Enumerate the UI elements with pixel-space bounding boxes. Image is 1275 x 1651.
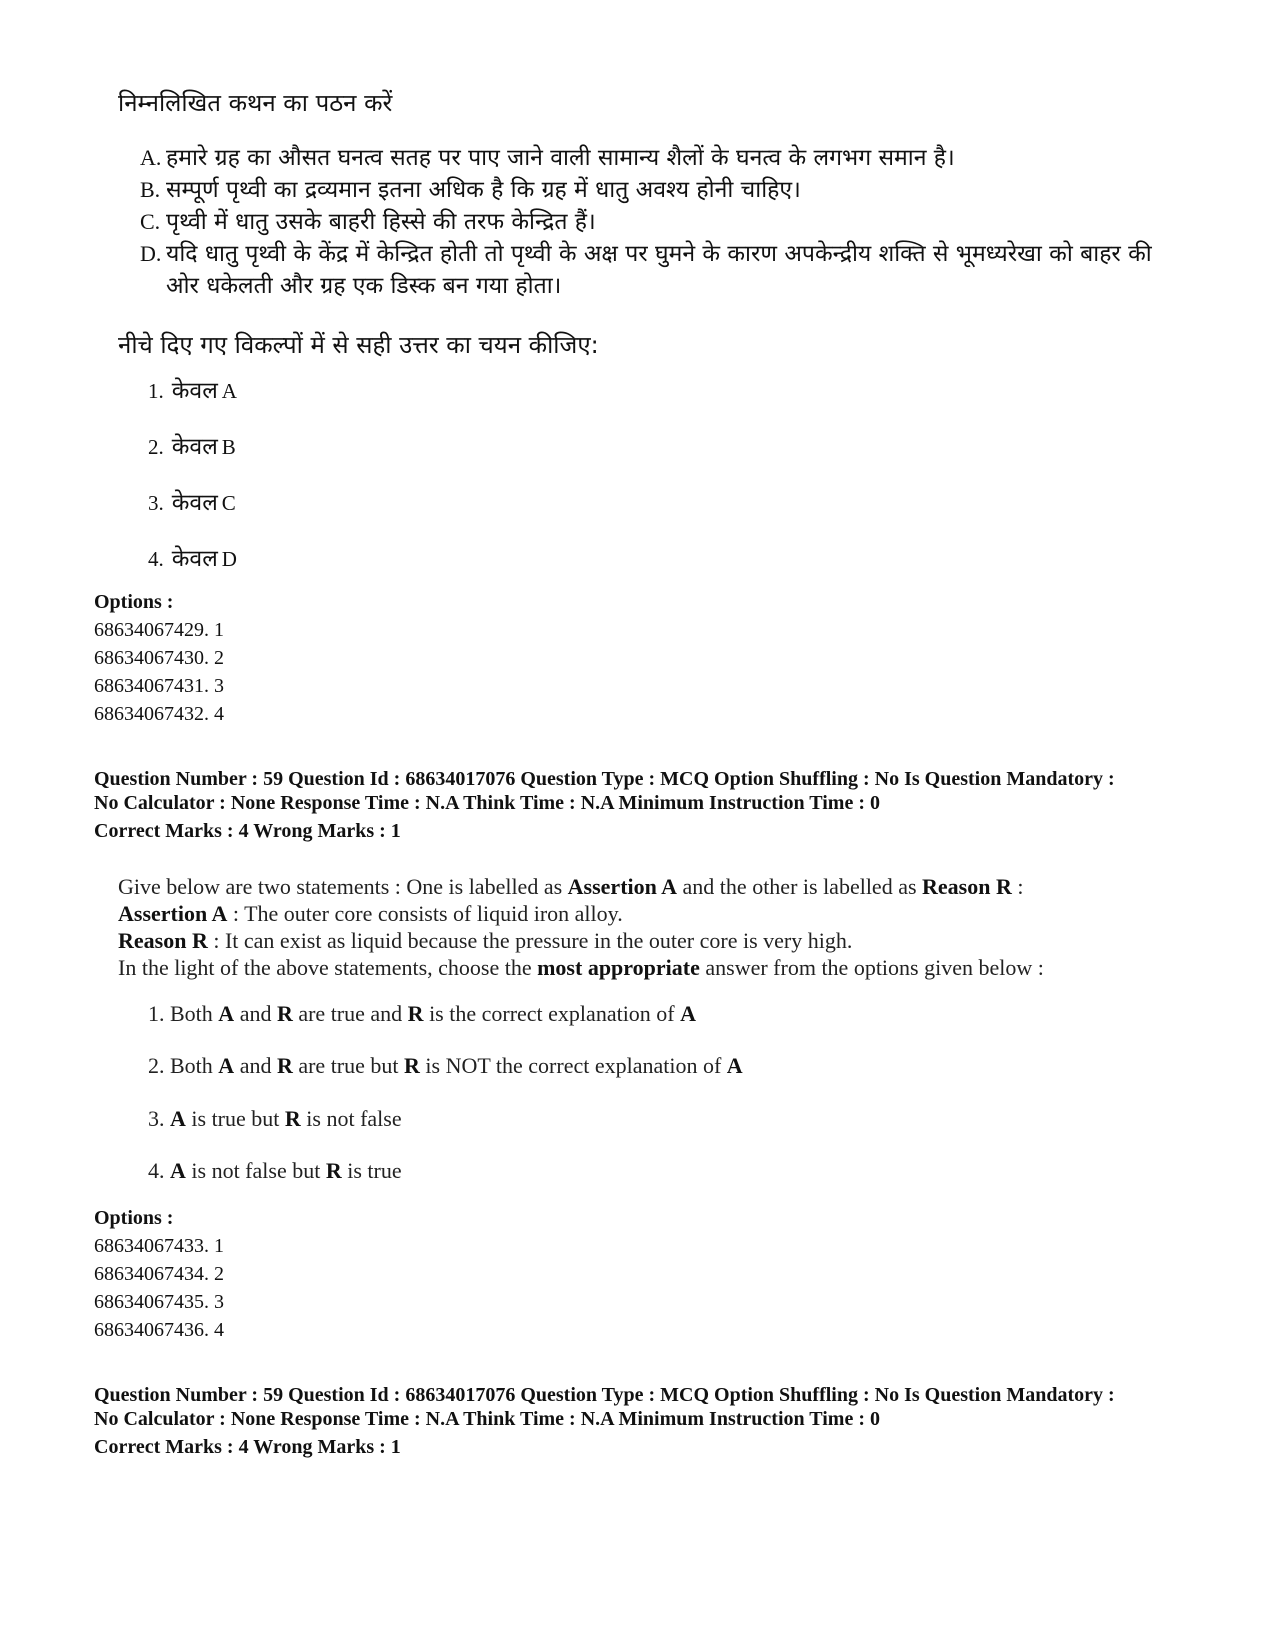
text: and bbox=[234, 1001, 277, 1026]
answer-choice-4 bbox=[148, 1158, 402, 1184]
instruction-line bbox=[118, 954, 1218, 981]
text: 2. Both bbox=[148, 1053, 219, 1078]
statement-letter: B. bbox=[140, 177, 161, 202]
text: A bbox=[726, 1053, 743, 1078]
reason-text: : It can exist as liquid because the pressure in the outer core is very high. bbox=[207, 928, 853, 953]
choice-number: 4. bbox=[148, 547, 164, 571]
assertion-line bbox=[118, 900, 1218, 927]
choice-word: केवल bbox=[171, 490, 218, 516]
option-id: 68634067435. 3 bbox=[94, 1291, 224, 1313]
meta-line: No Calculator : None Response Time : N.A Think Time : N.A Minimum Instruction Time : 0 bbox=[94, 1408, 880, 1430]
reason-ref: Reason R bbox=[922, 874, 1012, 899]
statement-text: हमारे ग्रह का औसत घनत्व सतह पर पाए जाने वाली सामान्य शैलों के घनत्व के लगभग समान है। bbox=[166, 145, 955, 171]
statement-text: यदि धातु पृथ्वी के केंद्र में केन्द्रित होती तो पृथ्वी के अक्ष पर घुमने के कारण अपकेन्द्रीय शक्ति से भूमध्यरेखा को बाहर की ओर धकेलती और ग्रह एक डिस्क बन गया होता। bbox=[166, 241, 1152, 299]
choice-number: 1. bbox=[148, 379, 164, 403]
option-id: 68634067436. 4 bbox=[94, 1319, 224, 1341]
option-id: 68634067432. 4 bbox=[94, 703, 224, 725]
option-id: 68634067433. 1 bbox=[94, 1235, 224, 1257]
statement-letter: D. bbox=[140, 241, 162, 266]
statement-letter: C. bbox=[140, 209, 161, 234]
choice-letter: B bbox=[221, 435, 236, 459]
statement-letter: A. bbox=[140, 145, 162, 170]
question-prompt: नीचे दिए गए विकल्पों में से सही उत्तर का चयन कीजिए: bbox=[118, 331, 599, 359]
answer-choice-4 bbox=[148, 541, 237, 573]
meta-line: Question Number : 59 Question Id : 68634017076 Question Type : MCQ Option Shuffling : No Is Question Mandatory : bbox=[94, 1384, 1115, 1406]
text: In the light of the above statements, choose the bbox=[118, 955, 538, 980]
statement-d bbox=[140, 238, 1180, 302]
option-id: 68634067429. 1 bbox=[94, 619, 224, 641]
choice-word: केवल bbox=[171, 378, 218, 404]
choice-letter: C bbox=[221, 491, 236, 515]
text: and the other is labelled as bbox=[677, 874, 923, 899]
text: A bbox=[218, 1053, 235, 1078]
text: R bbox=[407, 1001, 424, 1026]
text: 3. bbox=[148, 1106, 170, 1131]
text: and bbox=[234, 1053, 277, 1078]
question-meta bbox=[94, 1383, 1194, 1459]
text: is the correct explanation of bbox=[423, 1001, 681, 1026]
statement-text: सम्पूर्ण पृथ्वी का द्रव्यमान इतना अधिक है कि ग्रह में धातु अवश्य होनी चाहिए। bbox=[166, 177, 801, 203]
answer-choice-2 bbox=[148, 1053, 743, 1079]
meta-line: No Calculator : None Response Time : N.A Think Time : N.A Minimum Instruction Time : 0 bbox=[94, 792, 880, 814]
marks-line: Correct Marks : 4 Wrong Marks : 1 bbox=[94, 820, 401, 842]
text: R bbox=[276, 1053, 293, 1078]
text: 1. Both bbox=[148, 1001, 219, 1026]
text: A bbox=[170, 1106, 186, 1131]
text: A bbox=[680, 1001, 697, 1026]
choice-number: 2. bbox=[148, 435, 164, 459]
statement-list bbox=[140, 142, 1180, 302]
statement-c bbox=[140, 206, 1180, 238]
question-intro: निम्नलिखित कथन का पठन करें bbox=[118, 89, 393, 117]
answer-choice-1 bbox=[148, 1001, 696, 1027]
text: R bbox=[404, 1053, 420, 1078]
assertion-text: : The outer core consists of liquid iron alloy. bbox=[227, 901, 623, 926]
choice-letter: A bbox=[221, 379, 237, 403]
text: 4. bbox=[148, 1158, 170, 1183]
text: is true bbox=[341, 1158, 402, 1183]
reason-label: Reason R bbox=[118, 928, 208, 953]
choice-letter: D bbox=[221, 547, 237, 571]
assertion-label: Assertion A bbox=[118, 901, 228, 926]
text: is NOT the correct explanation of bbox=[419, 1053, 727, 1078]
text: Give below are two statements : One is labelled as bbox=[118, 874, 568, 899]
emphasis: most appropriate bbox=[537, 955, 700, 980]
choice-word: केवल bbox=[171, 434, 218, 460]
meta-line: Question Number : 59 Question Id : 68634017076 Question Type : MCQ Option Shuffling : No Is Question Mandatory : bbox=[94, 768, 1115, 790]
answer-choice-3 bbox=[148, 1106, 402, 1132]
assertion-ref: Assertion A bbox=[567, 874, 678, 899]
reason-line bbox=[118, 927, 1218, 954]
text: R bbox=[325, 1158, 342, 1183]
question-text bbox=[118, 873, 1218, 981]
answer-choice-1 bbox=[148, 373, 237, 405]
text: R bbox=[284, 1106, 301, 1131]
statement-text: पृथ्वी में धातु उसके बाहरी हिस्से की तरफ केन्द्रित हैं। bbox=[166, 209, 596, 235]
intro-line bbox=[118, 873, 1218, 900]
text: is true but bbox=[185, 1106, 285, 1131]
option-id: 68634067434. 2 bbox=[94, 1263, 224, 1285]
choice-number: 3. bbox=[148, 491, 164, 515]
option-id: 68634067431. 3 bbox=[94, 675, 224, 697]
text: is not false bbox=[300, 1106, 402, 1131]
text: are true but bbox=[292, 1053, 405, 1078]
text: A bbox=[170, 1158, 186, 1183]
question-meta bbox=[94, 767, 1194, 843]
options-label: Options : bbox=[94, 591, 174, 613]
text: A bbox=[218, 1001, 235, 1026]
text: R bbox=[276, 1001, 293, 1026]
text: are true and bbox=[292, 1001, 408, 1026]
text: : bbox=[1011, 874, 1024, 899]
option-id: 68634067430. 2 bbox=[94, 647, 224, 669]
statement-b bbox=[140, 174, 1180, 206]
choice-word: केवल bbox=[171, 546, 218, 572]
options-label: Options : bbox=[94, 1207, 174, 1229]
text: is not false but bbox=[185, 1158, 326, 1183]
answer-choice-2 bbox=[148, 429, 236, 461]
statement-a bbox=[140, 142, 1180, 174]
text: answer from the options given below : bbox=[699, 955, 1044, 980]
marks-line: Correct Marks : 4 Wrong Marks : 1 bbox=[94, 1436, 401, 1458]
answer-choice-3 bbox=[148, 485, 236, 517]
